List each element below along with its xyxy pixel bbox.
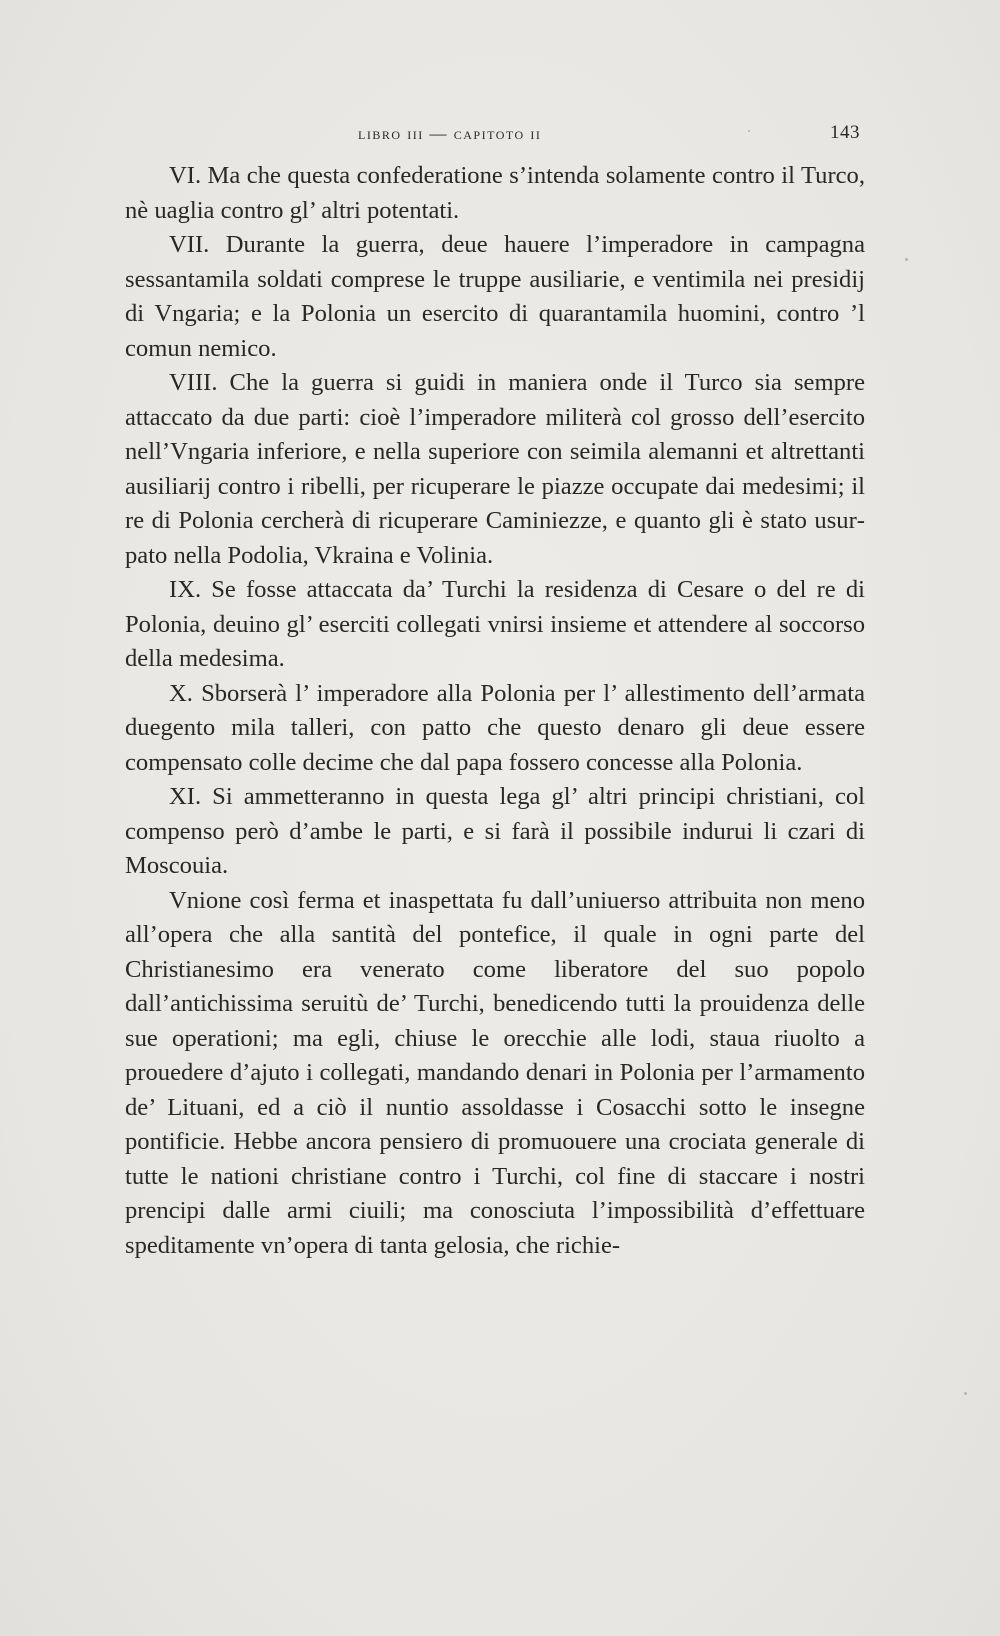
text-body bbox=[125, 159, 865, 1263]
paragraph-article-xi: XI. Si ammetteranno in questa lega gl’ altri principi christiani, col compenso però d’ambe le parti, e si farà il possibile indurui li czari di Moscouia. bbox=[125, 783, 865, 879]
paper-speck bbox=[748, 130, 750, 132]
paragraph-narrative: Vnione così ferma et inaspettata fu dall’uniuerso attribuita non meno all’opera che alla santità del pontefice, il quale in ogni parte del Christianesimo era venerato come liberatore del suo popolo dall’antichissima seruitù de’ Turchi, benedicendo tutti la prouidenza delle sue operationi; ma egli, chiuse le orecchie alle lodi, staua riuolto a prouedere d’ajuto i collegati, mandando denari in Polonia per l’armamento de’ Lituani, ed a ciò il nuntio assoldasse i Cosacchi sotto le insegne pontificie. Hebbe ancora pensiero di promuouere una crociata generale di tutte le nationi christiane contro i Turchi, col fine di staccare i nostri prencipi dalle armi ciuili; ma conosciuta l’impossibilità d’effettuare speditamente vn’opera di tanta gelosia, che richie- bbox=[125, 886, 865, 1259]
paragraph-article-vi: VI. Ma che questa confederatione s’intenda solamente contro il Turco, nè uaglia contro gl’ altri potentati. bbox=[125, 162, 865, 224]
paper-speck bbox=[905, 258, 908, 261]
paragraph-article-viii: VIII. Che la guerra si guidi in maniera onde il Turco sia sempre attaccato da due parti: cioè l’imperadore militerà col grosso dell’esercito nell’Vngaria inferiore, e nella superiore con seimila alemanni et altrettanti ausiliarij contro i ribelli, per ricuperare le piazze occupate dai medesimi; il re di Polonia cercherà di ricuperare Caminiezze, e quanto gli è stato usurpato nella Podolia, Vkraina e Volinia. bbox=[125, 369, 865, 569]
page-number: 143 bbox=[830, 122, 860, 143]
paragraph-article-vii: VII. Durante la guerra, deue hauere l’imperadore in campagna sessantamila soldati comprese le truppe ausiliarie, e ventimila nei presidij di Vngaria; e la Polonia un esercito di quarantamila huomini, contro ’l comun nemico. bbox=[125, 231, 865, 362]
paragraph-article-ix: IX. Se fosse attaccata da’ Turchi la residenza di Cesare o del re di Polonia, deuino gl’ eserciti collegati vnirsi insieme et attendere al soccorso della medesima. bbox=[125, 576, 865, 672]
running-head bbox=[125, 124, 860, 154]
running-head-title: libro iii — capitoto ii bbox=[358, 124, 542, 143]
paragraph-article-x: X. Sborserà l’ imperadore alla Polonia per l’ allestimento dell’armata duegento mila talleri, con patto che questo denaro gli deue essere compensato colle decime che dal papa fossero concesse alla Polonia. bbox=[125, 679, 865, 776]
paper-speck bbox=[964, 1392, 967, 1395]
